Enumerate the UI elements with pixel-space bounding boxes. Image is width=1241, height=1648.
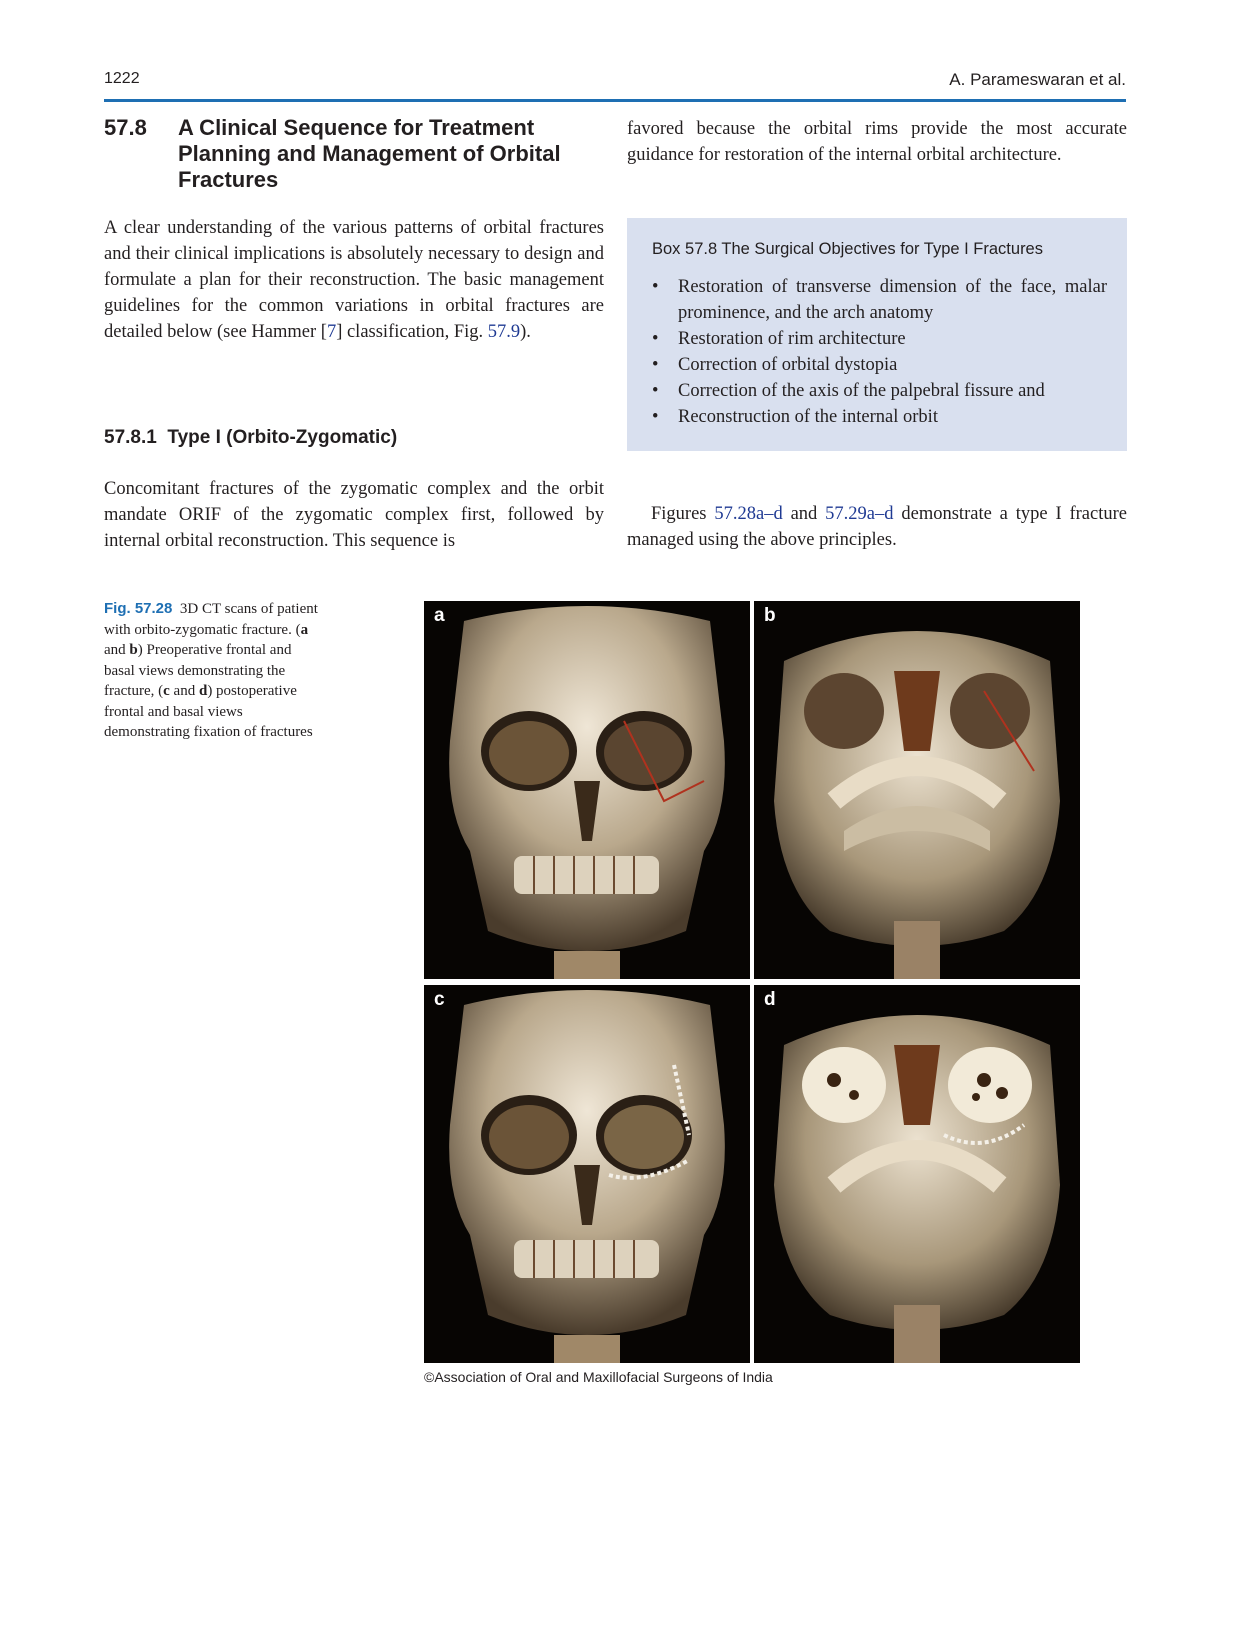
bullet-icon: • — [652, 329, 659, 349]
skull-basal-image — [754, 985, 1080, 1363]
figure-link-57-28[interactable]: 57.28a–d — [714, 504, 783, 524]
box-list-item: • Correction of the axis of the palpebral fissure and — [652, 378, 1107, 404]
ct-panel-c-frontal-postop — [424, 985, 750, 1363]
panel-label-d: d — [764, 989, 776, 1010]
figure-caption: Fig. 57.28 3D CT scans of patient with orbito-zygomatic fracture. (a and b) Preoperative frontal and basal views demonstrating the fracture, (c and d) postoperative frontal and basal views demonstrating fixation of fractures — [104, 600, 318, 740]
ct-panel-b-basal-preop — [754, 601, 1080, 979]
box-list-item: • Restoration of rim architecture — [652, 326, 1107, 352]
figure-link-57-29[interactable]: 57.29a–d — [825, 504, 894, 524]
page-number: 1222 — [104, 70, 140, 87]
bullet-icon: • — [652, 355, 659, 375]
figure-copyright: ©Association of Oral and Maxillofacial Surgeons of India — [424, 1369, 773, 1385]
box-list-item: • Correction of orbital dystopia — [652, 352, 1107, 378]
box-list-item: • Restoration of transverse dimension of the face, malar prominence, and the arch anatomy — [652, 274, 1107, 326]
intro-text-3: ). — [520, 322, 531, 342]
skull-basal-image — [754, 601, 1080, 979]
type1-paragraph-right: favored because the orbital rims provide the most accurate guidance for restoration of the internal orbital architecture. — [627, 119, 1127, 165]
objectives-box — [627, 218, 1127, 451]
box-title: Box 57.8 The Surgical Objectives for Type I Fractures — [652, 240, 1043, 258]
bullet-icon: • — [652, 381, 659, 401]
skull-frontal-image — [424, 601, 750, 979]
skull-frontal-image — [424, 985, 750, 1363]
reference-link-7[interactable]: 7 — [326, 322, 337, 342]
bullet-icon: • — [652, 407, 659, 427]
running-head: A. Parameswaran et al. — [949, 70, 1126, 89]
intro-text-1: A clear understanding of the various patterns of orbital fractures and their clinical implications is absolutely necessary to design and formulate a plan for their reconstruction. The basic management guidelines for the common variations in orbital fractures are detailed below (see Hammer [ — [104, 218, 604, 342]
ct-panel-a-frontal-preop — [424, 601, 750, 979]
box-list — [652, 274, 1107, 430]
subsection-number: 57.8.1 — [104, 427, 157, 448]
ct-panel-d-basal-postop — [754, 985, 1080, 1363]
panel-label-b: b — [764, 605, 776, 626]
panel-label-a: a — [434, 605, 445, 626]
intro-text-2: ] classification, Fig. — [336, 322, 488, 342]
header-rule — [104, 99, 1126, 102]
figure-link-57-9[interactable]: 57.9 — [487, 322, 521, 342]
subsection-title: Type I (Orbito-Zygomatic) — [167, 427, 398, 448]
box-list-item: • Reconstruction of the internal orbit — [652, 404, 1107, 430]
subsection-heading — [104, 427, 397, 449]
section-title: A Clinical Sequence for Treatment Planning and Management of Orbital Fractures — [178, 115, 561, 192]
bullet-icon: • — [652, 277, 659, 297]
intro-paragraph — [104, 215, 604, 345]
figures-paragraph: Figures 57.28a–d and 57.29a–d demonstrate a type I fracture managed using the above principles. — [627, 504, 1127, 550]
panel-label-c: c — [434, 989, 445, 1010]
section-number: 57.8 — [104, 115, 147, 140]
type1-paragraph-left: Concomitant fractures of the zygomatic complex and the orbit mandate ORIF of the zygomatic complex first, followed by internal orbital reconstruction. This sequence is — [104, 479, 604, 551]
figure-label: Fig. 57.28 — [104, 600, 173, 617]
